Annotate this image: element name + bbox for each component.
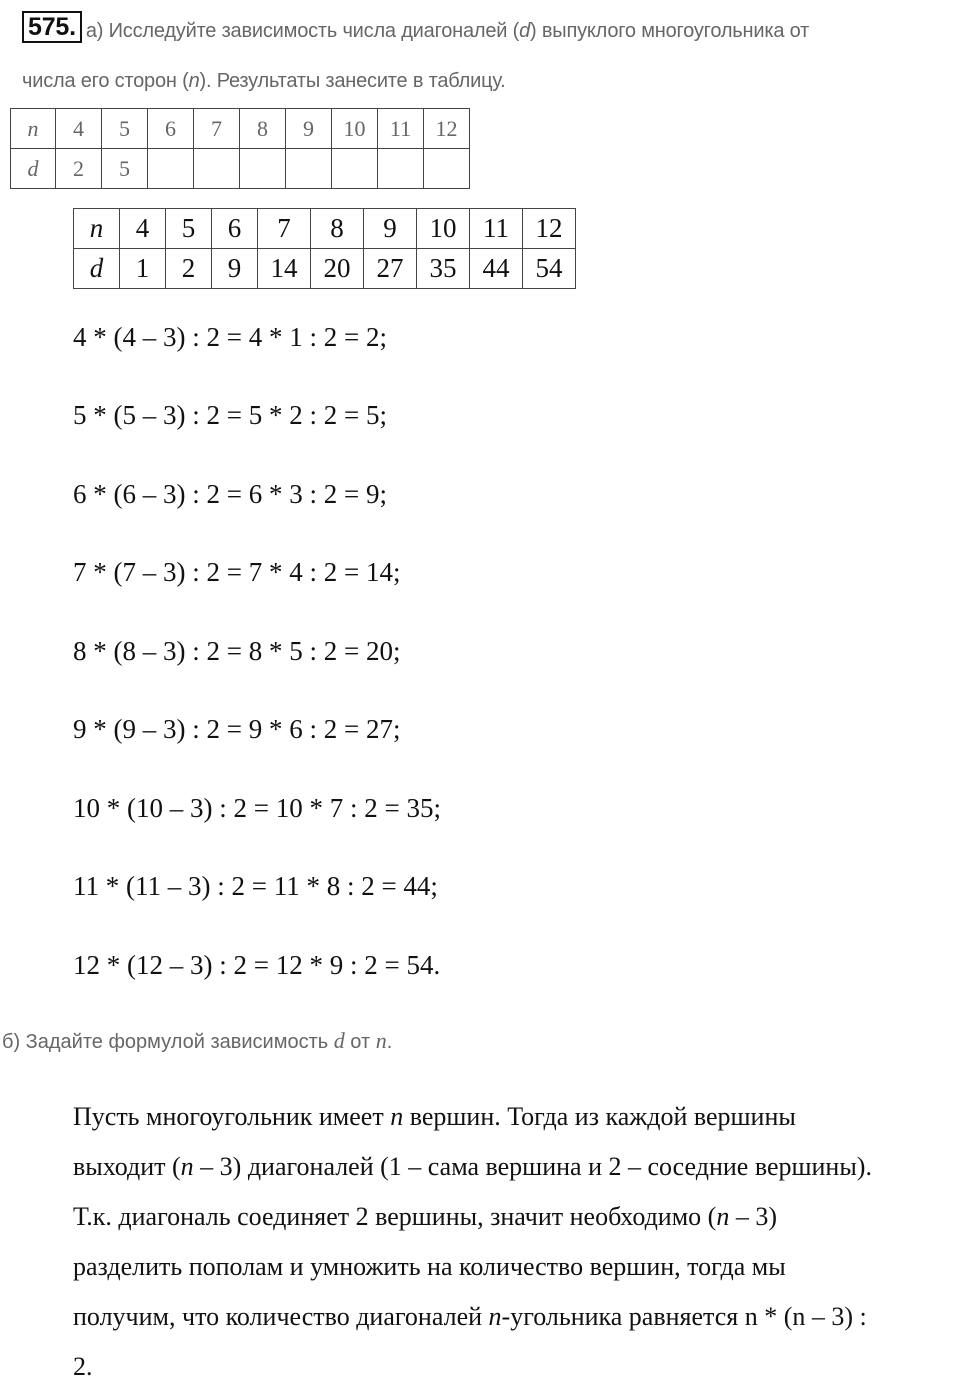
table-cell: 14 [258, 249, 311, 289]
part-b-statement: б) Задайте формулой зависимость d от n. [2, 1028, 393, 1053]
calculation-line: 11 * (11 – 3) : 2 = 11 * 8 : 2 = 44; [73, 871, 438, 901]
table-cell [286, 149, 332, 189]
table-cell: 2 [56, 149, 102, 189]
table-cell: 2 [166, 249, 212, 289]
table-cell: 8 [240, 109, 286, 149]
table-cell: 7 [258, 209, 311, 249]
table-cell: 54 [523, 249, 576, 289]
table-cell: 20 [311, 249, 364, 289]
calculation-line: 4 * (4 – 3) : 2 = 4 * 1 : 2 = 2; [73, 322, 387, 352]
table-cell: 4 [56, 109, 102, 149]
table-row [74, 249, 576, 289]
table-cell: 9 [364, 209, 417, 249]
calculation-line: 5 * (5 – 3) : 2 = 5 * 2 : 2 = 5; [73, 400, 387, 430]
table-cell: 44 [470, 249, 523, 289]
calculation-line: 9 * (9 – 3) : 2 = 9 * 6 : 2 = 27; [73, 714, 401, 744]
table-cell [424, 149, 470, 189]
table-cell: 9 [212, 249, 258, 289]
table-cell: 11 [378, 109, 424, 149]
table-cell: 10 [417, 209, 470, 249]
table-cell [194, 149, 240, 189]
question-table [10, 108, 470, 189]
calculation-line: 6 * (6 – 3) : 2 = 6 * 3 : 2 = 9; [73, 479, 387, 509]
table-cell [148, 149, 194, 189]
table-row [11, 149, 470, 189]
table-cell [332, 149, 378, 189]
table-cell: 6 [212, 209, 258, 249]
table-cell: 12 [523, 209, 576, 249]
task-statement [22, 6, 952, 106]
calculation-line: 12 * (12 – 3) : 2 = 12 * 9 : 2 = 54. [73, 950, 441, 980]
answer-table [73, 208, 576, 289]
table-cell [378, 149, 424, 189]
answer-text [73, 1092, 960, 1392]
table-cell: 8 [311, 209, 364, 249]
table-cell: 11 [470, 209, 523, 249]
task-number: 575. [22, 11, 82, 43]
table-cell: 7 [194, 109, 240, 149]
calculation-line: 10 * (10 – 3) : 2 = 10 * 7 : 2 = 35; [73, 793, 441, 823]
table-cell: 4 [120, 209, 166, 249]
calculation-line: 7 * (7 – 3) : 2 = 7 * 4 : 2 = 14; [73, 557, 401, 587]
answer-line: 2. [73, 1352, 93, 1381]
row-label-d: d [11, 149, 56, 189]
table-cell: 5 [166, 209, 212, 249]
table-cell: 5 [102, 109, 148, 149]
table-cell: 9 [286, 109, 332, 149]
answer-line: получим, что количество диагоналей n-угольника равняется n * (n – 3) : [73, 1302, 867, 1331]
answer-line: Пусть многоугольник имеет n вершин. Тогда из каждой вершины [73, 1102, 796, 1131]
table-cell: 12 [424, 109, 470, 149]
answer-line: выходит (n – 3) диагоналей (1 – сама вершина и 2 – соседние вершины). [73, 1152, 872, 1181]
table-row [11, 109, 470, 149]
task-line2: числа его сторон (n). Результаты занесите в таблицу. [22, 70, 506, 92]
row-label-n: n [11, 109, 56, 149]
table-row [74, 209, 576, 249]
table-cell: 6 [148, 109, 194, 149]
table-cell: 5 [102, 149, 148, 189]
table-cell: 1 [120, 249, 166, 289]
answer-line: Т.к. диагональ соединяет 2 вершины, значит необходимо (n – 3) [73, 1202, 777, 1231]
table-cell: 35 [417, 249, 470, 289]
answer-line: разделить пополам и умножить на количество вершин, тогда мы [73, 1252, 786, 1281]
calculation-line: 8 * (8 – 3) : 2 = 8 * 5 : 2 = 20; [73, 636, 401, 666]
table-cell [240, 149, 286, 189]
task-line1: а) Исследуйте зависимость числа диагоналей (d) выпуклого многоугольника от [85, 20, 810, 42]
table-cell: 10 [332, 109, 378, 149]
table-cell: 27 [364, 249, 417, 289]
row-label-n: n [74, 209, 120, 249]
row-label-d: d [74, 249, 120, 289]
